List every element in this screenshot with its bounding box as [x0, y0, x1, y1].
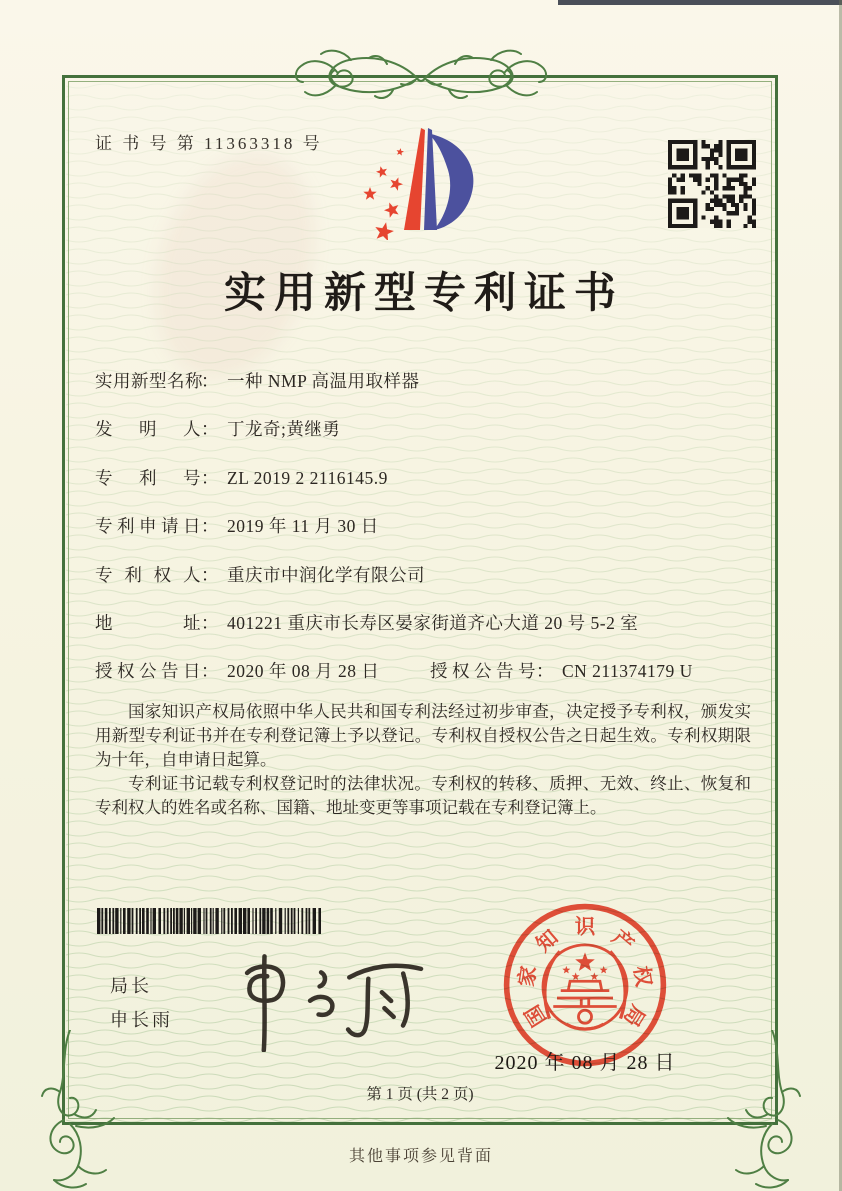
field-label: 专利权人 [95, 565, 201, 585]
qr-code [668, 140, 756, 228]
official-seal [501, 901, 669, 1069]
seal-date: 2020 年 08 月 28 日 [494, 1052, 676, 1074]
field-row: 专利权人： 重庆市中润化学有限公司 [95, 562, 425, 587]
field-value: 2019 年 11 月 30 日 [227, 516, 379, 536]
svg-text:家: 家 [515, 964, 541, 989]
footer-note: 其他事项参见背面 [348, 1148, 493, 1165]
field-row: 专利申请日： 2019 年 11 月 30 日 [95, 513, 379, 538]
svg-text:国: 国 [521, 1000, 552, 1030]
certificate-number: 证 书 号 第 11363318 号 [95, 134, 323, 153]
field-label: 授权公告日 [95, 661, 201, 681]
field-row: 实用新型名称： 一种 NMP 高温用取样器 [95, 368, 420, 393]
cnipa-logo [348, 124, 482, 240]
scan-artifact-top [558, 0, 842, 5]
field-label: 发明人 [95, 419, 201, 439]
field-row: 发明人： 丁龙奇;黄继勇 [95, 416, 340, 441]
legal-paragraph: 国家知识产权局依照中华人民共和国专利法经过初步审查，决定授予专利权，颁发实用新型专利证书并在专利登记簿上予以登记。专利权自授权公告之日起生效。专利权期限为十年，自申请日起算。 [95, 702, 751, 769]
field-label: 授权公告号 [430, 661, 536, 681]
field-row-grant-date: 授权公告日： 2020 年 08 月 28 日 [95, 658, 379, 683]
page-number: 第 1 页 (共 2 页) [366, 1086, 474, 1103]
director-title: 局长 [110, 976, 152, 996]
field-label: 专利号 [95, 468, 201, 488]
field-label: 实用新型名称 [95, 371, 203, 391]
svg-text:识: 识 [574, 916, 596, 939]
field-row-grant-number: 授权公告号： CN 211374179 U [430, 658, 693, 683]
director-signature [232, 948, 442, 1052]
field-value: 2020 年 08 月 28 日 [227, 661, 380, 681]
field-value: CN 211374179 U [562, 661, 693, 681]
field-value: ZL 2019 2 2116145.9 [227, 468, 388, 488]
svg-text:产: 产 [607, 926, 638, 957]
svg-text:权: 权 [629, 964, 655, 989]
legal-paragraph: 专利证书记载专利权登记时的法律状况。专利权的转移、质押、无效、终止、恢复和专利权人的姓名或名称、国籍、地址变更等事项记载在专利登记簿上。 [95, 774, 751, 817]
director-name: 申长雨 [110, 1010, 173, 1030]
field-row: 专利号： ZL 2019 2 2116145.9 [95, 465, 388, 490]
field-label: 地址 [95, 613, 201, 633]
field-label: 专利申请日 [95, 516, 201, 536]
svg-text:知: 知 [532, 926, 563, 957]
field-value: 一种 NMP 高温用取样器 [227, 371, 420, 391]
field-row: 地址： 401221 重庆市长寿区晏家街道齐心大道 20 号 5-2 室 [95, 610, 638, 635]
barcode [97, 908, 321, 934]
certificate-title: 实用新型专利证书 [223, 271, 624, 317]
field-value: 重庆市中润化学有限公司 [227, 565, 425, 585]
legal-text [95, 700, 751, 820]
field-value: 401221 重庆市长寿区晏家街道齐心大道 20 号 5-2 室 [227, 613, 639, 633]
svg-text:局: 局 [618, 1000, 649, 1030]
field-value: 丁龙奇;黄继勇 [227, 419, 341, 439]
